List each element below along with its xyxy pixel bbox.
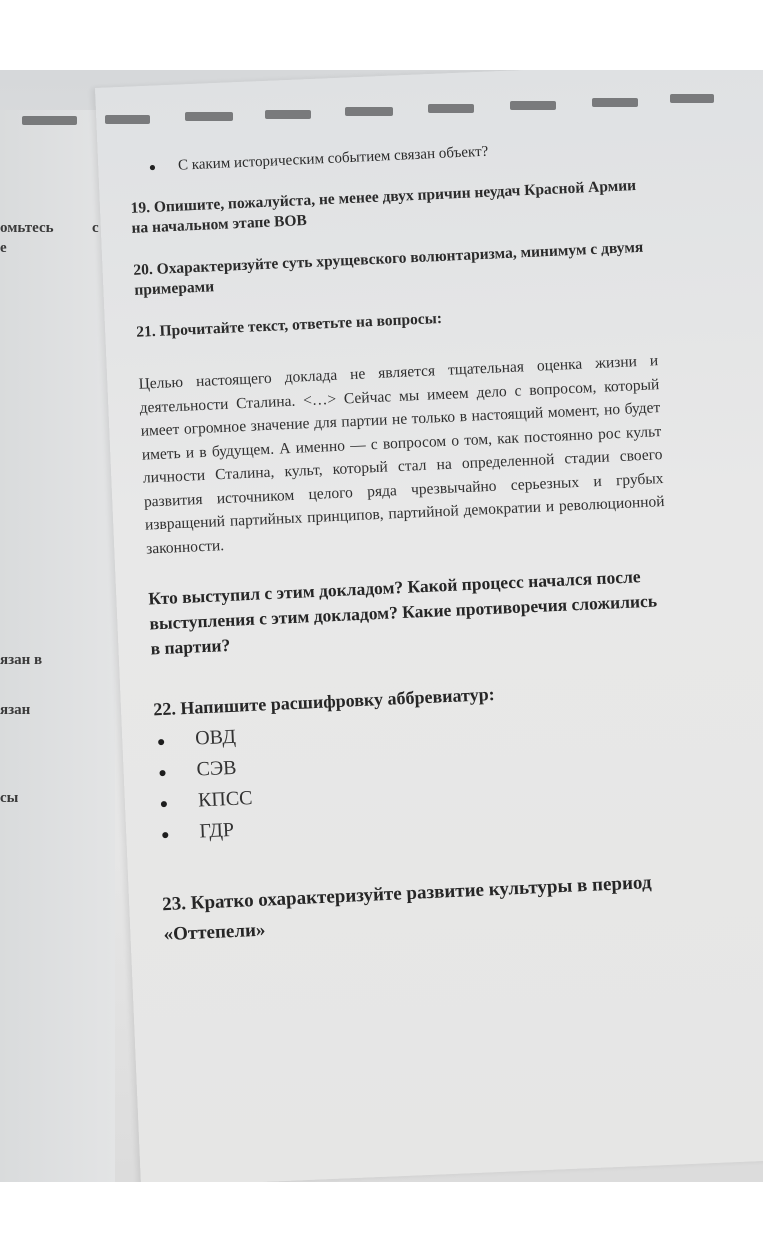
list-item: ● ГДР [158, 796, 679, 851]
margin-fragment: омьтесь [0, 220, 54, 236]
question-23: 23. Кратко охарактеризуйте развитие культуры в период «Оттепели» [161, 872, 652, 946]
left-page-edge [0, 110, 115, 1182]
question-21: 21. Прочитайте текст, ответьте на вопросы: [135, 309, 443, 341]
list-item: ● ОВД [154, 703, 675, 758]
margin-fragment: сы [0, 790, 19, 806]
question-20: 20. Охарактеризуйте суть хрущевского волюнтаризма, минимум с двумя примерами [133, 238, 644, 299]
question-sheet [128, 126, 684, 950]
abbreviation-list [154, 703, 679, 850]
margin-fragment: язан в [0, 652, 43, 668]
margin-fragment: язан [0, 702, 31, 718]
top-bullet-item: ● С каким историческим событием связан объект? [148, 136, 648, 176]
list-item: ● СЭВ [156, 734, 677, 789]
list-item: ● КПСС [157, 765, 678, 820]
question-19: 19. Опишите, пожалуйста, не менее двух причин неудач Красной Армии на начальном этапе ВОВ [130, 177, 637, 237]
margin-fragment: с [92, 220, 99, 236]
question-22: 22. Напишите расшифровку аббревиатур: [152, 683, 496, 720]
passage-questions: Кто выступил с этим докладом? Какой процесс начался после выступления с этим докладом? Какие противоречия сложились в партии? [147, 566, 658, 659]
passage-text: Целью настоящего доклада не является тщательная оценка жизни и деятельности Сталина. <…> Сейчас мы имеем дело с вопросом, который имеет огромное значение для партии не только в настоящий момент, но будет иметь и в будущем. А именно — с вопросом о том, как постоянно рос культ личности Сталина, культ, который стал на определенной стадии своего развития источником целого ряда чрезвычайно серьезных и грубых извращений партийных принципов, партийной демократии и революционной законности. [138, 352, 665, 558]
margin-fragment: е [0, 240, 7, 256]
